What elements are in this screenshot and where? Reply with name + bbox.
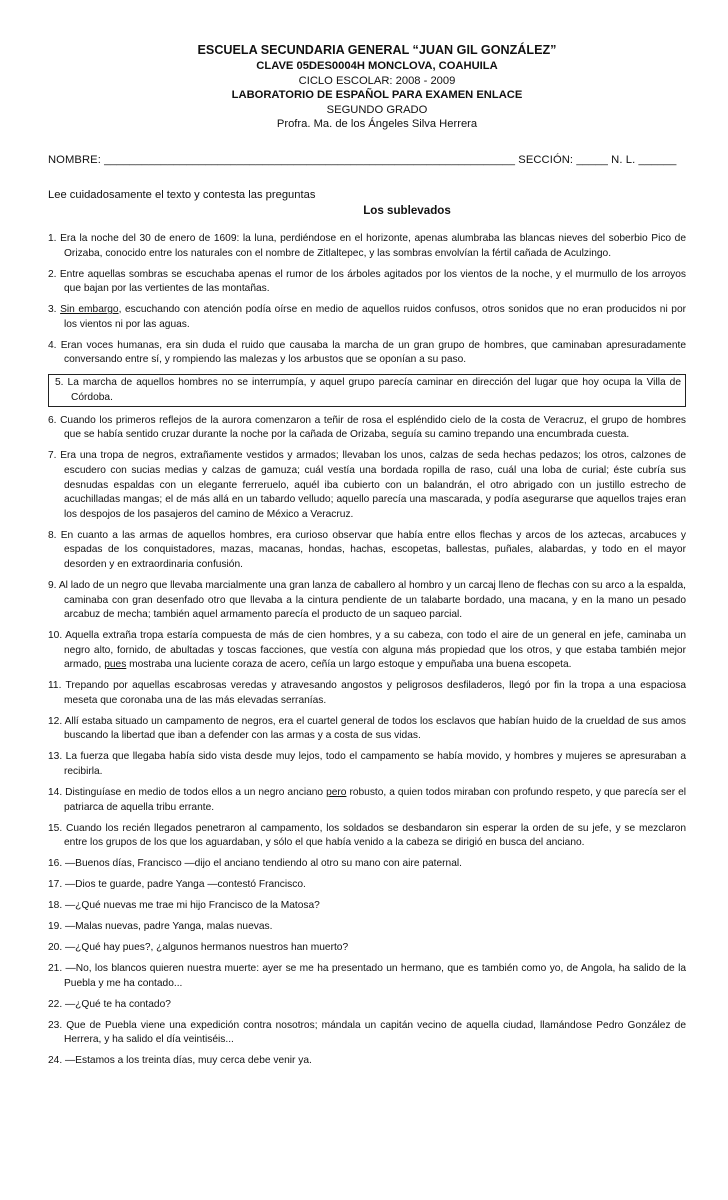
story-paragraph (48, 899, 686, 914)
story-paragraph (48, 529, 686, 573)
paragraph-text: 6. Cuando los primeros reflejos de la aurora comenzaron a teñir de rosa el espléndido cielo de la costa de Veracruz, el grupo de hombres que se había sentido cruzar durante la noche por la cañada de Orizaba, seguía su camino trepando una encumbrada cuesta. (48, 414, 686, 441)
story-paragraph (48, 679, 686, 708)
paragraph-text: 20. —¿Qué hay pues?, ¿algunos hermanos nuestros han muerto? (48, 942, 349, 954)
story-paragraph (48, 786, 686, 815)
story-paragraph (48, 962, 686, 991)
paragraph-text: 10. Aquella extraña tropa estaría compuesta de más de cien hombres, y a su cabeza, con todo el aire de un general en jefe, caminaba un negro alto, fornido, de abultadas y toscas facciones, que vestía con alguna más propiedad que los otros, y que estaba también mejor armado, (48, 630, 686, 671)
paragraph-text: mostraba una luciente coraza de acero, ceñía un largo estoque y empuñaba una buena escopeta. (126, 659, 572, 671)
grade-label: SEGUNDO GRADO (326, 103, 428, 116)
story-paragraph (48, 268, 686, 297)
paragraph-text: 15. Cuando los recién llegados penetraron al campamento, los soldados se desbandaron sin esperar la orden de su jefe, y se mezclaron entre los grupos de los que los aguardaban, y sólo el que había venido a la cabeza se dirigió en busca del anciano. (48, 822, 686, 849)
underlined-connector: pero (326, 787, 347, 799)
paragraph-text: 16. —Buenos días, Francisco —dijo el anciano tendiendo al otro su mano con aire paternal. (48, 858, 462, 870)
document-header (68, 42, 686, 132)
lab-title: LABORATORIO DE ESPAÑOL PARA EXAMEN ENLACE (231, 89, 523, 102)
paragraph-text: 3. (48, 304, 61, 316)
paragraph-text: 19. —Malas nuevas, padre Yanga, malas nuevas. (48, 921, 273, 933)
story-paragraph (48, 1019, 686, 1048)
story-paragraphs (48, 232, 686, 1069)
story-paragraph (48, 998, 686, 1013)
story-paragraph (48, 339, 686, 368)
story-paragraph (48, 232, 686, 261)
story-title: Los sublevados (363, 203, 451, 217)
school-name: ESCUELA SECUNDARIA GENERAL “JUAN GIL GONZÁLEZ” (197, 43, 557, 57)
school-clave: CLAVE 05DES0004H MONCLOVA, COAHUILA (256, 60, 498, 72)
story-paragraph (48, 449, 686, 522)
story-paragraph (48, 822, 686, 851)
paragraph-text: robusto, a quien todos miraban con profundo respeto, y que parecía ser el patriarca de aquella tribu errante. (64, 787, 686, 813)
paragraph-text: 8. En cuanto a las armas de aquellos hombres, era curioso observar que había entre ellos flechas y arcos de los aztecas, arcabuces y espadas de los conquistadores, mazas, macanas, hondas, hachas, escopetas, ballestas, puñales, alabardas, y todo en el mayor desorden y en extraordinaria confusión. (48, 529, 686, 570)
story-paragraph (48, 629, 686, 673)
teacher-name: Profra. Ma. de los Ángeles Silva Herrera (276, 118, 478, 131)
underlined-connector: pues (104, 659, 127, 671)
story-paragraph (48, 941, 686, 956)
story-paragraph (48, 857, 686, 872)
story-paragraph (48, 715, 686, 744)
story-paragraph (48, 303, 686, 332)
story-paragraph (48, 579, 686, 623)
paragraph-text: 7. Era una tropa de negros, extrañamente vestidos y armados; llevaban los unos, calzas de seda hechas pedazos; los otros, calzones de escudero con sucias medias y calzas de gamuza; cuál vestía una bordada ropilla de raso, cuál una loba de curial; éste cubría sus desnudas espaldas con un elegante ferreruelo, aquél iba cubierto con un balandrán, el otro abrigado con un justillo estrecho de acuchilladas mangas; el de más allá en un tabardo velludo; aquello parecía una mascarada, y podía asegurarse que aquellos trajes eran los despojos de los pasajeros del camino de México a Veracruz. (48, 450, 686, 520)
paragraph-text: 1. Era la noche del 30 de enero de 1609: la luna, perdiéndose en el horizonte, apenas alumbraba las blancas nieves del soberbio Pico de Orizaba, conocido entre los naturales con el nombre de Zitlaltepec, y las sombras envolvían la fértil cañada de Aculzingo. (48, 232, 686, 259)
story-paragraph (48, 374, 686, 407)
story-paragraph (48, 414, 686, 443)
paragraph-text: 4. Eran voces humanas, era sin duda el ruido que causaba la marcha de un gran grupo de hombres, que caminaban apresuradamente conversando entre sí, y rompiendo las malezas y los arbustos que se oponían a su paso. (48, 339, 686, 366)
story-paragraph (48, 878, 686, 893)
student-name-line: NOMBRE: _________________________________________________________________ SECCIÓN: _____ N. L. ______ (48, 153, 677, 166)
paragraph-text: 17. —Dios te guarde, padre Yanga —contestó Francisco. (48, 879, 306, 891)
paragraph-text: 5. La marcha de aquellos hombres no se interrumpía, y aquel grupo parecía caminar en dirección del lugar que hoy ocupa la Villa de Córdoba. (55, 377, 681, 403)
paragraph-text: 24. —Estamos a los treinta días, muy cerca debe venir ya. (48, 1055, 312, 1067)
paragraph-text: 9. Al lado de un negro que llevaba marcialmente una gran lanza de caballero al hombro y un carcaj lleno de flechas con su arco a la espalda, caminaba con gran desenfado otro que llevaba a la cintura pendiente de un talabarte bordado, una macana, y en la mano un pesado arcabuz de mecha; también aquel armamento parecía el producto de un saqueo parcial. (48, 579, 686, 621)
instructions: Lee cuidadosamente el texto y contesta las preguntas (48, 188, 316, 201)
paragraph-text: 12. Allí estaba situado un campamento de negros, era el cuartel general de todos los esclavos que habían huido de la crueldad de sus amos buscando la libertad que iban a defender con las armas y a costa de sus vidas. (48, 715, 686, 742)
school-cycle: CICLO ESCOLAR: 2008 - 2009 (298, 74, 456, 87)
story-paragraph (48, 1054, 686, 1069)
paragraph-text: , escuchando con atención podía oírse en medio de aquellos ruidos confusos, otros sonidos que no eran producidos ni por los vientos ni por las aguas. (64, 304, 687, 330)
underlined-connector: Sin embargo (60, 304, 119, 316)
paragraph-text: 21. —No, los blancos quieren nuestra muerte: ayer se me ha presentado un hermano, que es también como yo, de Angola, ha salido de la Puebla y me ha contado... (48, 963, 686, 989)
story-paragraph (48, 750, 686, 779)
paragraph-text: 14. Distinguíase en medio de todos ellos a un negro anciano (48, 787, 327, 799)
paragraph-text: 23. Que de Puebla viene una expedición contra nosotros; mándala un capitán vecino de aquella ciudad, llamándose Pedro González de Herrera, y ha salido el día veintiséis... (48, 1019, 686, 1046)
paragraph-text: 13. La fuerza que llegaba había sido vista desde muy lejos, todo el campamento se había movido, y hombres y mujeres se apresuraban a recibirla. (48, 751, 686, 778)
paragraph-text: 18. —¿Qué nuevas me trae mi hijo Francisco de la Matosa? (48, 900, 320, 912)
paragraph-text: 11. Trepando por aquellas escabrosas veredas y atravesando angostos y peligrosos desfiladeros, llegó por fin la tropa a una espaciosa meseta que coronaba una de las más elevadas serranías. (48, 680, 686, 706)
paragraph-text: 2. Entre aquellas sombras se escuchaba apenas el rumor de los árboles agitados por los vientos de la noche, y el murmullo de los arroyos que bajan por las vertientes de las montañas. (48, 268, 686, 295)
story-paragraph (48, 920, 686, 935)
paragraph-text: 22. —¿Qué te ha contado? (48, 998, 171, 1010)
